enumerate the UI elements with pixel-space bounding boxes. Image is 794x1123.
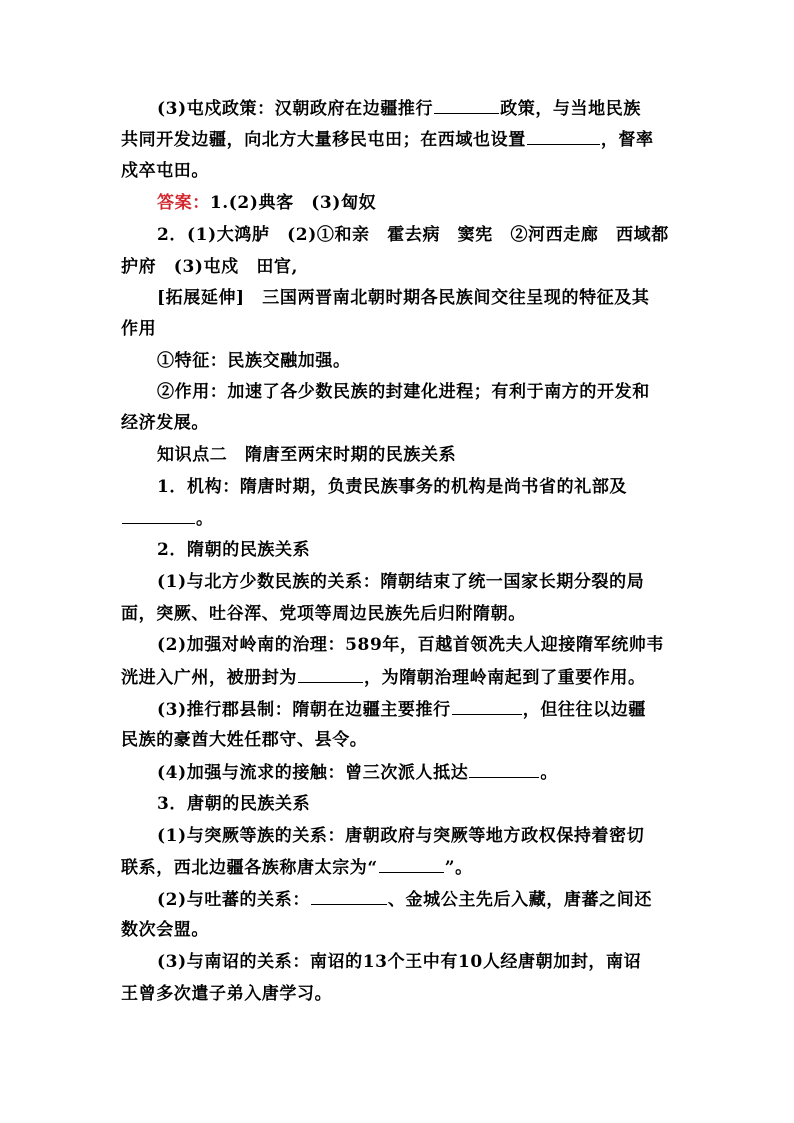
text-line: (1)与突厥等族的关系：唐朝政府与突厥等地方政权保持着密切: [157, 826, 645, 846]
text-line: (1)与北方少数民族的关系：隋朝结束了统一国家长期分裂的局: [157, 572, 645, 592]
section-heading: [拓展延伸] 三国两晋南北朝时期各民族间交往呈现的特征及其: [157, 288, 650, 308]
answer-line: 答案：1.(2)典客 (3)匈奴: [157, 193, 377, 213]
fill-blank: [452, 698, 522, 715]
text-line: 共同开发边疆，向北方大量移民屯田；在西域也设置 ，督率: [121, 130, 654, 150]
sub-heading: 3．唐朝的民族关系: [157, 794, 311, 814]
text-line: (3)推行郡县制：隋朝在边疆主要推行 ，但往往以边疆: [157, 700, 646, 720]
text-line: 联系，西北边疆各族称唐太宗为“ ”。: [121, 858, 473, 878]
fill-blank: [379, 856, 444, 873]
text-line: 1．机构：隋唐时期，负责民族事务的机构是尚书省的礼部及: [157, 477, 628, 497]
text-line: 民族的豪酋大姓任郡守、县令。: [121, 730, 368, 750]
text-line: (2)与吐蕃的关系： 、金城公主先后入藏，唐蕃之间还: [157, 890, 652, 910]
section-heading: 知识点二 隋唐至两宋时期的民族关系: [157, 445, 457, 465]
fill-blank: [469, 761, 539, 778]
text-line: 护府 (3)屯戍 田官,: [121, 257, 299, 277]
text-line: 经济发展。: [121, 413, 209, 433]
text-line: 。: [121, 507, 214, 530]
text-line: 洸进入广州，被册封为 ，为隋朝治理岭南起到了重要作用。: [121, 668, 646, 688]
text-line: (4)加强与流求的接触：曾三次派人抵达 。: [157, 763, 558, 783]
text-line: 面，突厥、吐谷浑、党项等周边民族先后归附隋朝。: [121, 604, 526, 624]
text-line: (3)与南诏的关系：南诏的13个王中有10人经唐朝加封，南诏: [157, 952, 642, 972]
fill-blank: [434, 97, 499, 114]
answer-label: 答案：: [157, 193, 210, 213]
text-line: ①特征：民族交融加强。: [157, 351, 351, 371]
fill-blank: [527, 128, 600, 145]
text-line: 王曾多次遣子弟入唐学习。: [121, 984, 333, 1004]
fill-blank: [311, 888, 387, 905]
text-line: (2)加强对岭南的治理：589年，百越首领冼夫人迎接隋军统帅韦: [157, 635, 664, 655]
sub-heading: 2．隋朝的民族关系: [157, 540, 311, 560]
text-line: 数次会盟。: [121, 920, 209, 940]
text-line: 2．(1)大鸿胪 (2)①和亲 霍去病 窦宪 ②河西走廊 西域都: [157, 225, 669, 245]
fill-blank: [122, 507, 195, 524]
text-line: ②作用：加速了各少数民族的封建化进程；有利于南方的开发和: [157, 382, 650, 402]
text-line: (3)屯戍政策：汉朝政府在边疆推行 政策，与当地民族: [157, 99, 641, 119]
text-line: 戍卒屯田。: [121, 161, 209, 181]
text-line: 作用: [121, 319, 157, 339]
fill-blank: [298, 666, 363, 683]
